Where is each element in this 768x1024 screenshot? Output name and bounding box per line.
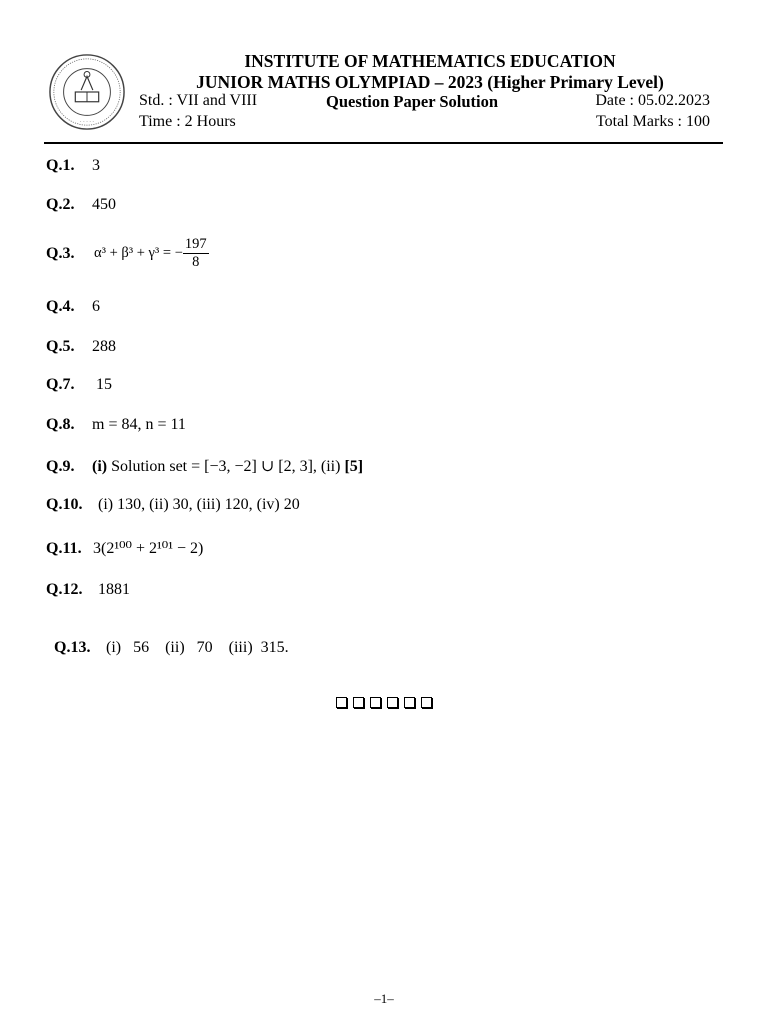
exam-duration: Time : 2 Hours [139, 113, 236, 130]
question-label: Q.1. [46, 157, 75, 174]
fraction-denominator: 8 [192, 254, 200, 270]
answer-q3 [46, 236, 209, 271]
institute-name: INSTITUTE OF MATHEMATICS EDUCATION [244, 51, 616, 71]
square-bullet-icon [353, 697, 364, 708]
answer-fraction [183, 236, 209, 271]
paper-type: Question Paper Solution [326, 92, 499, 111]
answer-text: 288 [92, 338, 116, 355]
question-label: Q.12. [46, 581, 83, 598]
answer-q13 [46, 621, 289, 657]
answer-text: 15 [96, 376, 112, 393]
part-label: (i) [92, 458, 108, 475]
answer-text: (i) 56 (ii) 70 (iii) 315. [106, 639, 289, 656]
answer-q10 [46, 496, 300, 514]
answer-text: 6 [92, 298, 100, 315]
question-label: Q.10. [46, 496, 83, 513]
answer-q5 [46, 338, 116, 356]
exam-title: JUNIOR MATHS OLYMPIAD – 2023 (Higher Primary Level) [196, 72, 664, 92]
answer-expression: α³ + β³ + γ³ = − [94, 245, 183, 261]
exam-date: Date : 05.02.2023 [595, 92, 710, 109]
answer-text: 450 [92, 196, 116, 213]
total-marks: Total Marks : 100 [596, 113, 710, 130]
question-label: Q.9. [46, 458, 75, 475]
part-answer: [5] [344, 458, 364, 475]
answer-text: 1881 [98, 581, 130, 598]
answer-q9 [46, 456, 363, 476]
answer-q4 [46, 298, 100, 316]
answer-q2 [46, 196, 116, 214]
answer-q11 [46, 538, 203, 558]
question-label: Q.8. [46, 416, 75, 433]
standard-label: Std. : VII and VIII [139, 92, 258, 109]
square-bullet-icon [421, 697, 432, 708]
answer-text: m = 84, n = 11 [92, 416, 186, 433]
page-number: –1– [374, 991, 394, 1006]
question-label: Q.3. [46, 244, 75, 262]
end-marker [0, 697, 768, 712]
square-bullet-icon [387, 697, 398, 708]
answer-q12 [46, 581, 130, 599]
answer-expression: 3(2¹⁰⁰ + 2¹⁰¹ − 2) [93, 540, 204, 557]
answer-q7 [46, 376, 112, 394]
header-divider [44, 142, 723, 144]
answer-text: Solution set = [−3, −2] ∪ [2, 3], (ii) [111, 458, 341, 475]
answer-text: 3 [92, 157, 100, 174]
square-bullet-icon [336, 697, 347, 708]
question-label: Q.2. [46, 196, 75, 213]
square-bullet-icon [370, 697, 381, 708]
answer-text: (i) 130, (ii) 30, (iii) 120, (iv) 20 [98, 496, 300, 513]
question-label: Q.4. [46, 298, 75, 315]
question-label: Q.7. [46, 376, 75, 393]
square-bullet-icon [404, 697, 415, 708]
answer-q1 [46, 157, 100, 175]
question-label: Q.5. [46, 338, 75, 355]
question-label: Q.13. [54, 639, 91, 656]
fraction-numerator: 197 [184, 236, 207, 252]
svg-text:· · · · ·: · · · · · [80, 119, 94, 126]
answer-q8 [46, 416, 186, 434]
question-label: Q.11. [46, 540, 82, 557]
